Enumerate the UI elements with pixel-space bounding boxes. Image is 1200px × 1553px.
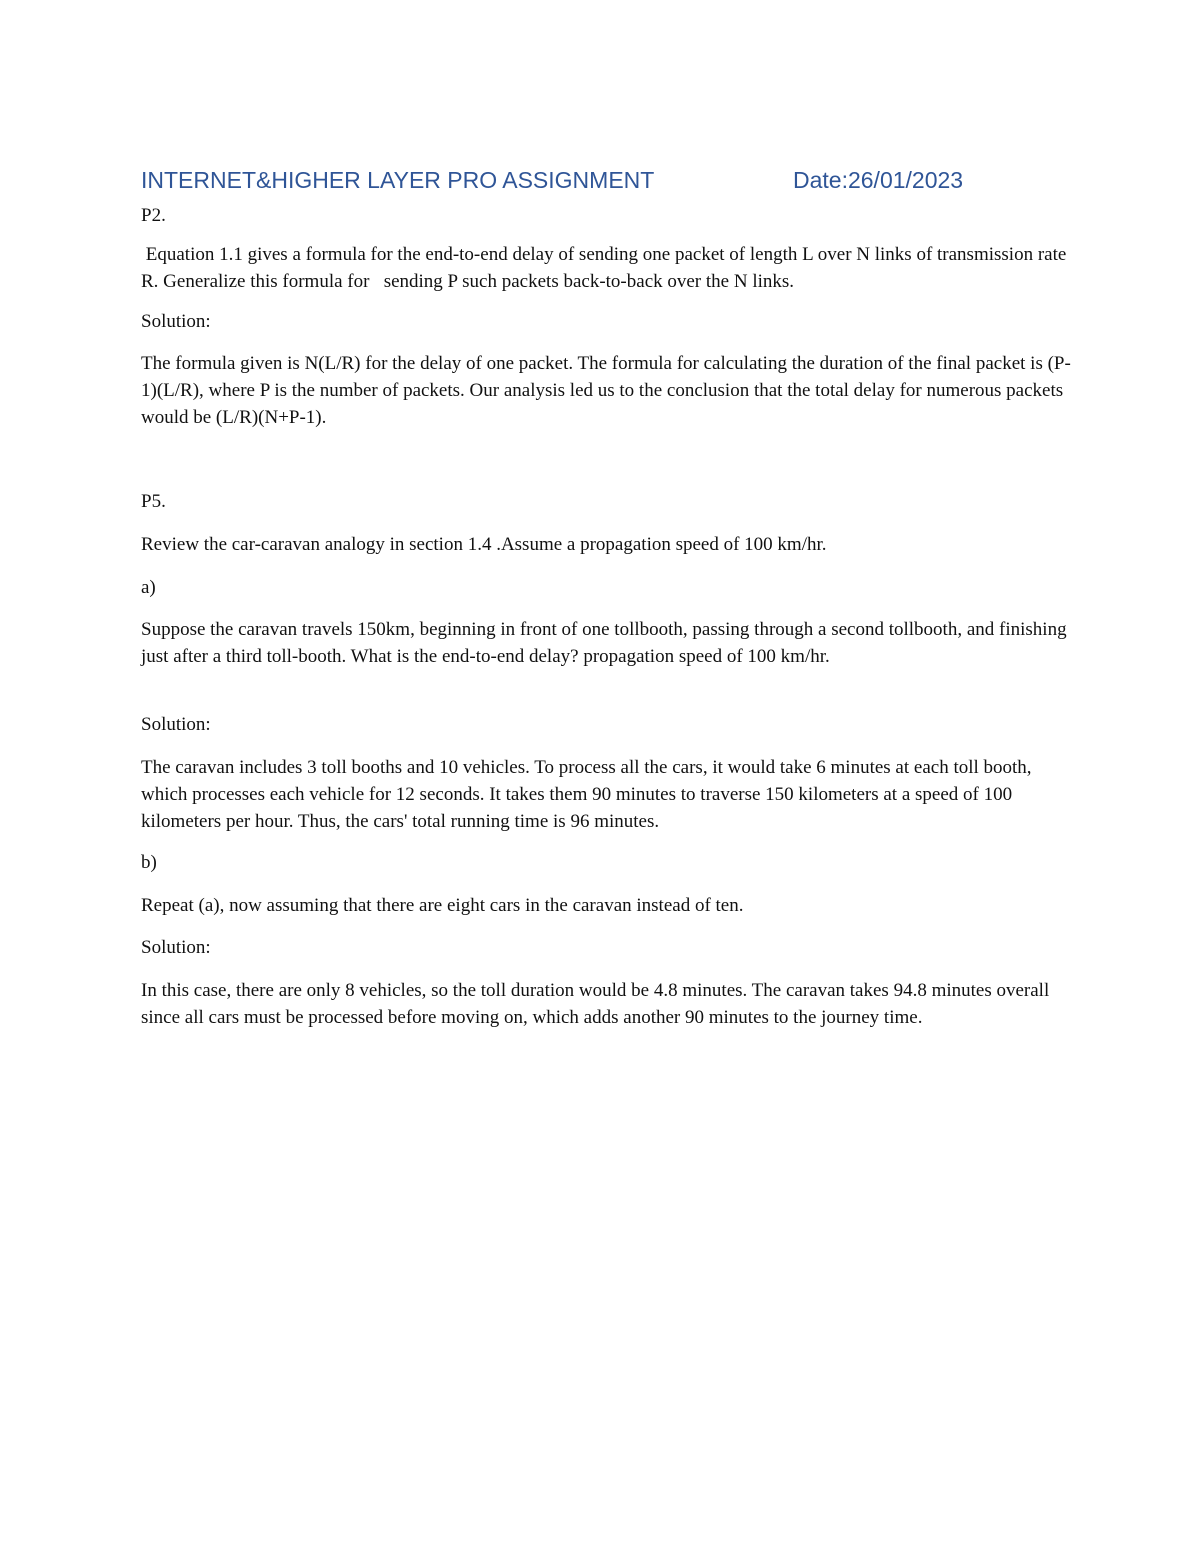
assignment-date: Date:26/01/2023 <box>793 167 964 193</box>
p5-b-question: Repeat (a), now assuming that there are eight cars in the caravan instead of ten. <box>141 895 744 916</box>
p2-solution: The formula given is N(L/R) for the delay of one packet. The formula for calculating the duration of the final packet is (P-1)(L/R), where P is the number of packets. Our analysis led us to the conclusion that the total delay for numerous packets would be (L/R)(N+P-1). <box>141 353 1071 428</box>
p5-a-solution: The caravan includes 3 toll booths and 10 vehicles. To process all the cars, it would take 6 minutes at each toll booth, which processes each vehicle for 12 seconds. It takes them 90 minutes to traverse 150 kilometers at a speed of 100 kilometers per hour. Thus, the cars' total running time is 96 minutes. <box>141 757 1032 832</box>
document-header <box>141 165 1001 201</box>
p5-a-label: a) <box>141 577 156 598</box>
p2-question: Equation 1.1 gives a formula for the end-to-end delay of sending one packet of length L over N links of transmission rate R. Generalize this formula for sending P such packets back-to-back over the N links. <box>141 244 1072 292</box>
p2-label: P2. <box>141 205 166 226</box>
p5-a-solution-label: Solution: <box>141 714 211 735</box>
p2-solution-label: Solution: <box>141 311 211 332</box>
p5-a-question: Suppose the caravan travels 150km, beginning in front of one tollbooth, passing through a second tollbooth, and finishing just after a third toll-booth. What is the end-to-end delay? propagation speed of 100 km/hr. <box>141 619 1067 667</box>
p5-intro: Review the car-caravan analogy in section 1.4 .Assume a propagation speed of 100 km/hr. <box>141 534 827 555</box>
p5-b-solution: In this case, there are only 8 vehicles, so the toll duration would be 4.8 minutes. The caravan takes 94.8 minutes overall since all cars must be processed before moving on, which adds another 90 minutes to the journey time. <box>141 980 1050 1028</box>
assignment-title: INTERNET&HIGHER LAYER PRO ASSIGNMENT <box>141 167 655 193</box>
p5-b-label: b) <box>141 852 157 873</box>
p5-label: P5. <box>141 491 166 512</box>
p5-b-solution-label: Solution: <box>141 937 211 958</box>
